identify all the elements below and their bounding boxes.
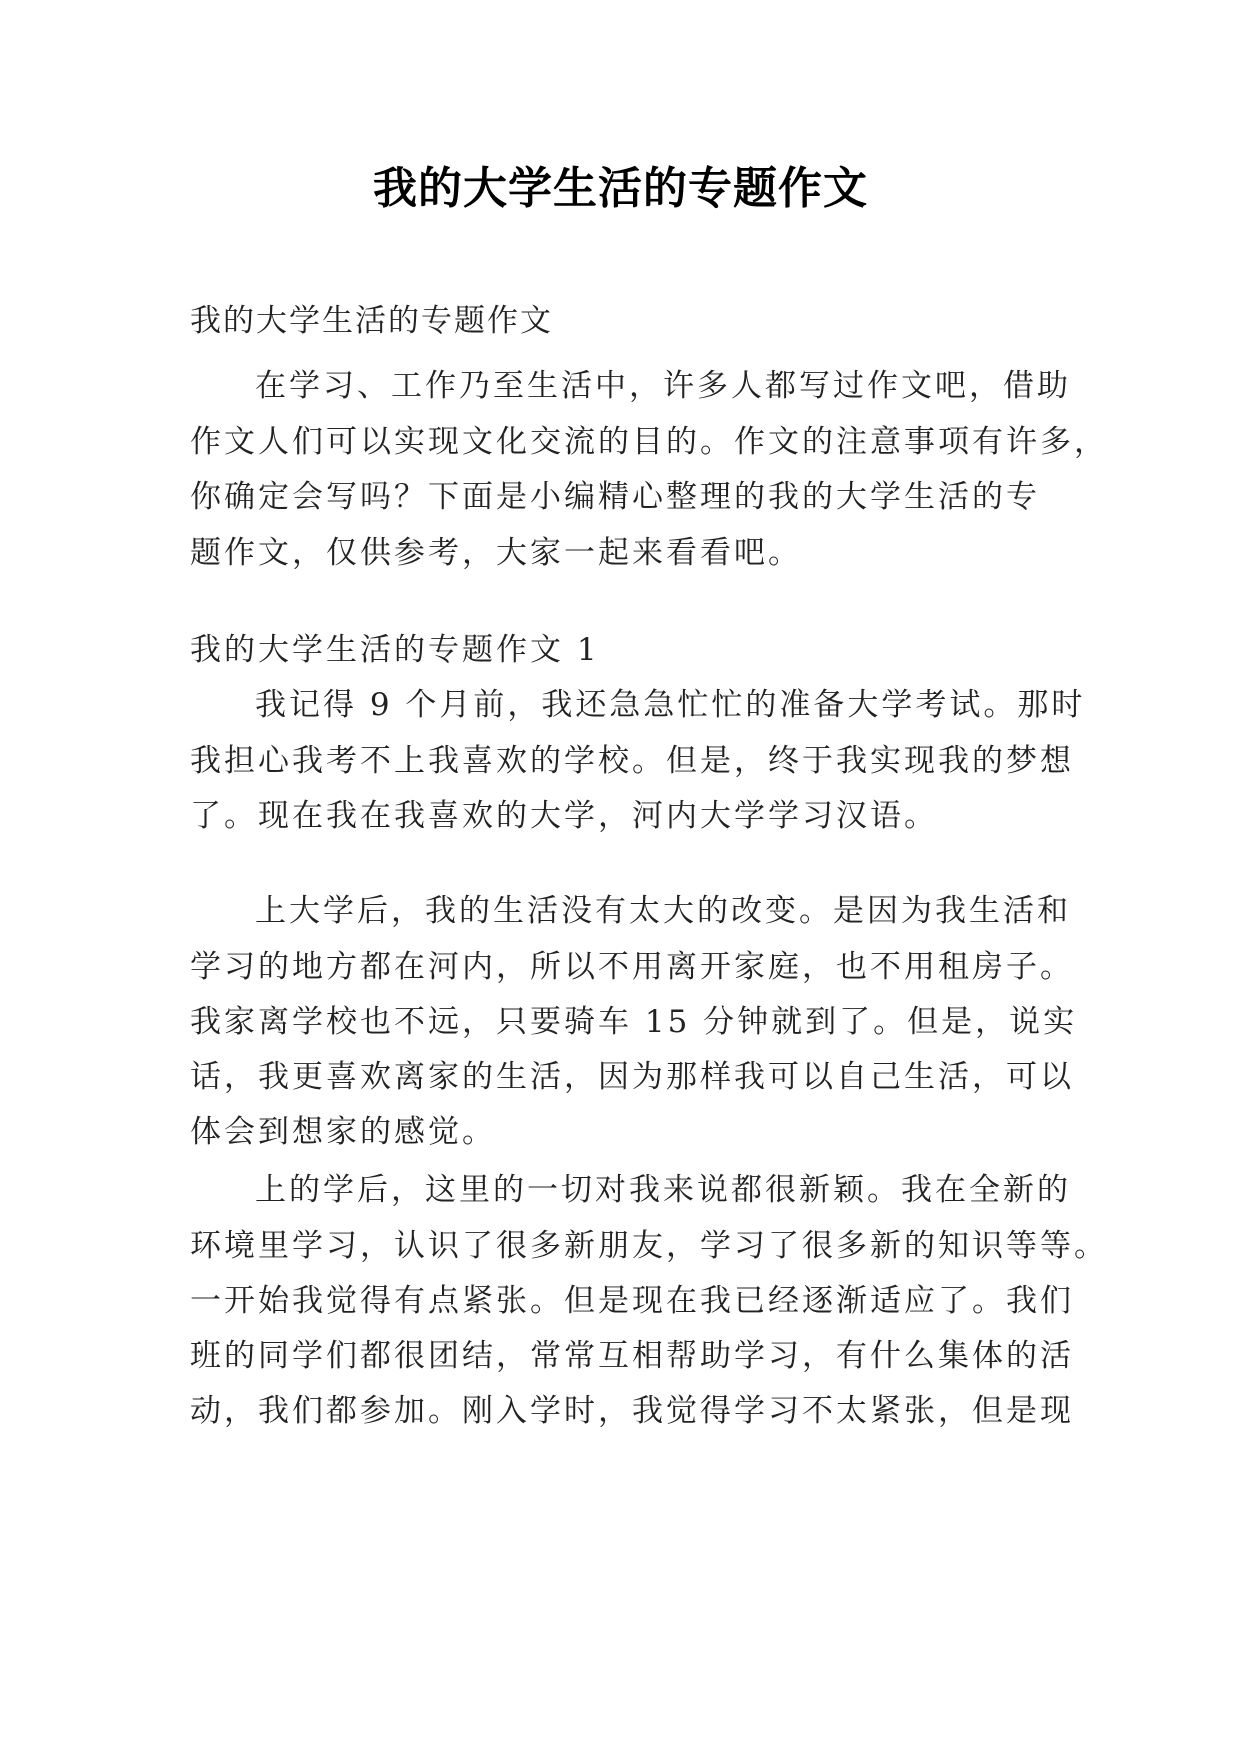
paragraph-line: 我记得 9 个月前，我还急急忙忙的准备大学考试。那时	[255, 687, 1086, 723]
paragraph-line: 了。现在我在我喜欢的大学，河内大学学习汉语。	[190, 798, 938, 834]
paragraph-line: 学习的地方都在河内，所以不用离开家庭，也不用租房子。	[190, 949, 1074, 985]
paragraph-line: 话，我更喜欢离家的生活，因为那样我可以自己生活，可以	[190, 1059, 1074, 1095]
intro-line: 在学习、工作乃至生活中，许多人都写过作文吧，借助	[255, 368, 1071, 404]
page-title: 我的大学生活的专题作文	[373, 163, 868, 214]
paragraph-line: 体会到想家的感觉。	[190, 1114, 496, 1150]
paragraph-line: 班的同学们都很团结，常常互相帮助学习，有什么集体的活	[190, 1338, 1074, 1374]
paragraph-line: 上大学后，我的生活没有太大的改变。是因为我生活和	[255, 893, 1071, 929]
paragraph-line: 上的学后，这里的一切对我来说都很新颖。我在全新的	[255, 1172, 1071, 1208]
intro-line: 你确定会写吗？下面是小编精心整理的我的大学生活的专	[190, 479, 1040, 515]
section-heading: 我的大学生活的专题作文 1	[190, 632, 600, 668]
intro-line: 题作文，仅供参考，大家一起来看看吧。	[190, 535, 802, 571]
paragraph-line: 动，我们都参加。刚入学时，我觉得学习不太紧张，但是现	[190, 1393, 1074, 1429]
intro-line: 作文人们可以实现文化交流的目的。作文的注意事项有许多，	[190, 424, 1108, 460]
document-subtitle: 我的大学生活的专题作文	[190, 303, 553, 339]
paragraph-line: 我家离学校也不远，只要骑车 15 分钟就到了。但是，说实	[190, 1004, 1078, 1040]
paragraph-line: 环境里学习，认识了很多新朋友，学习了很多新的知识等等。	[190, 1228, 1108, 1264]
paragraph-line: 我担心我考不上我喜欢的学校。但是，终于我实现我的梦想	[190, 743, 1074, 779]
paragraph-line: 一开始我觉得有点紧张。但是现在我已经逐渐适应了。我们	[190, 1283, 1074, 1319]
